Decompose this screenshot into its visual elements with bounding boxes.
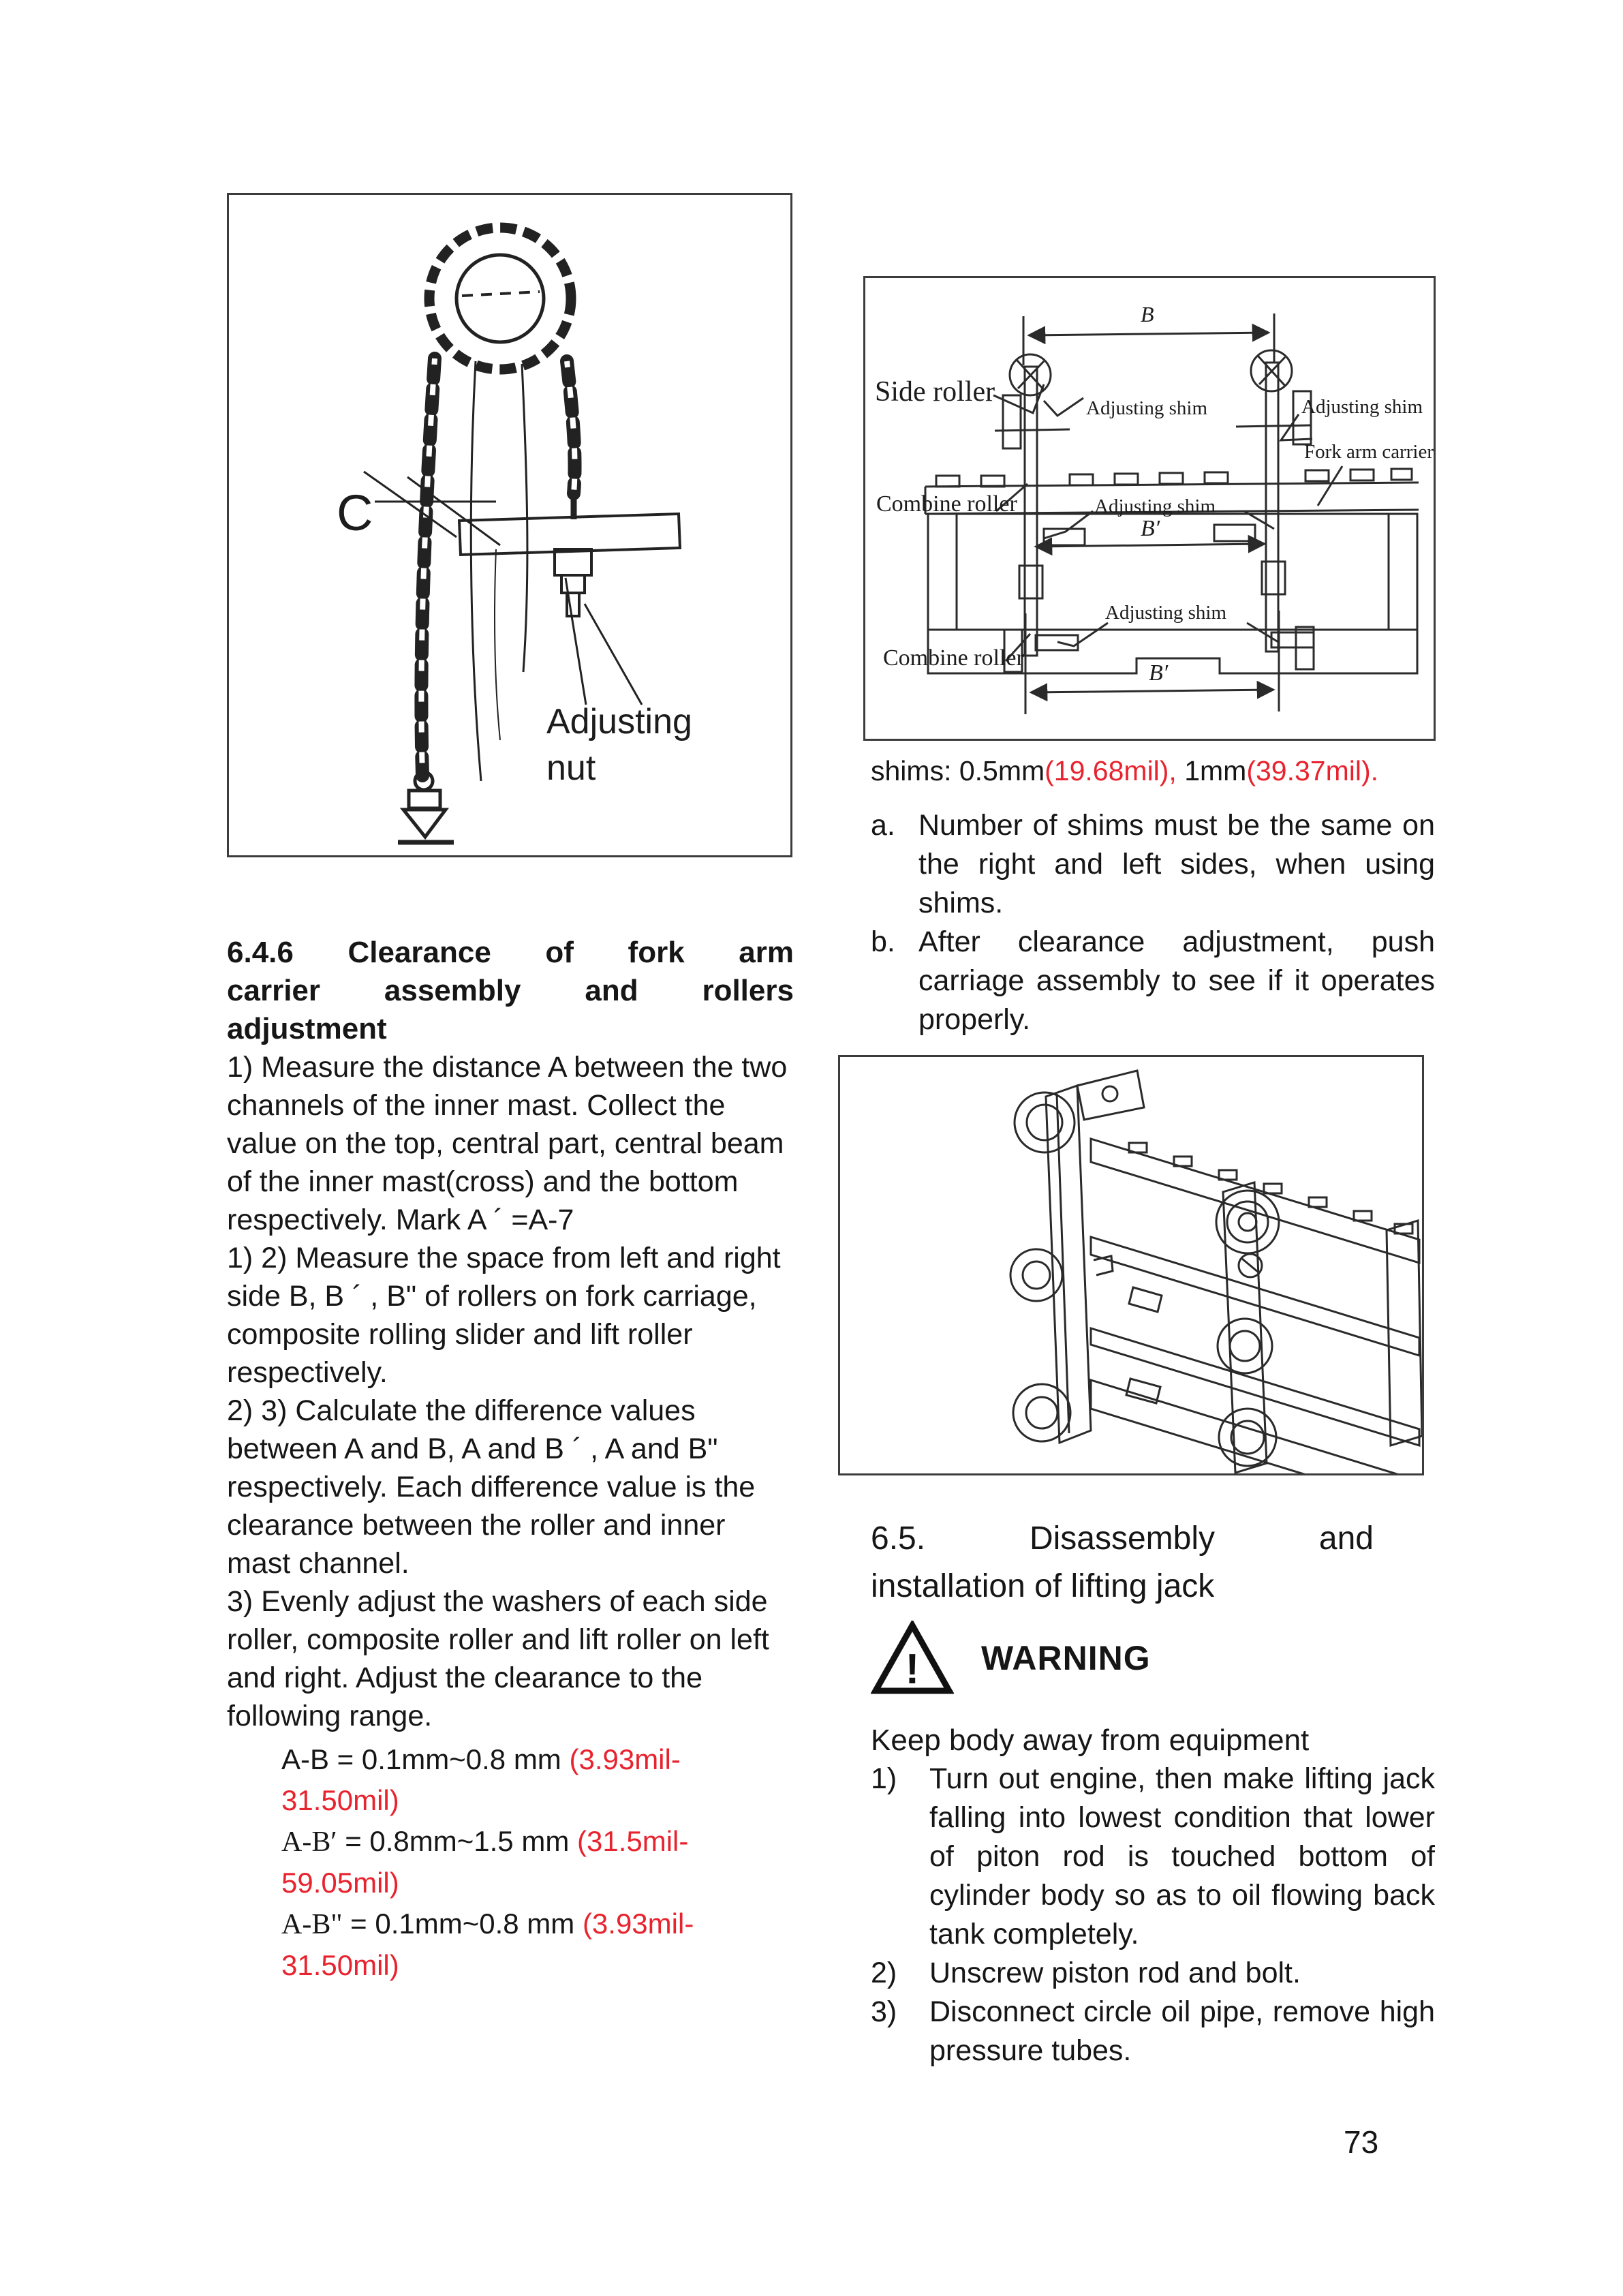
heading-word: assembly [384,974,521,1007]
item-text: Unscrew piston rod and bolt. [929,1957,1301,1989]
label-c: C [337,485,373,541]
clearance-range: = 0.1mm~0.8 mm [342,1908,583,1940]
item-marker: 1) [871,1762,897,1795]
clearance-mil-continued: 59.05mil) [281,1867,399,1899]
warning-banner [871,1620,1435,1696]
chain-pulley-drawing [229,195,790,855]
heading-line2: installation of lifting jack [871,1568,1215,1604]
page-number: 73 [1344,2124,1379,2160]
item-marker: a. [871,809,895,842]
heading-word: carrier [227,974,321,1007]
clearance-mil: (31.5mil- [576,1825,689,1857]
clearance-label: A-B" [281,1909,343,1940]
heading-word: and [1318,1520,1374,1557]
step-paragraph: 1) 2) Measure the space from left and right side B, B ´ , B" of rollers on fork carriage, composite rolling slider and lift roller respectively. [227,1242,781,1389]
dim-label-b-top: B [1141,302,1154,326]
item-marker: b. [871,925,895,958]
numbered-item-2 [871,1954,1435,1993]
roller-shim-drawing [865,278,1434,739]
clearance-label: A-B [281,1743,330,1775]
item-marker: 2) [871,1957,897,1989]
clearance-mil: (3.93mil- [582,1908,694,1940]
left-column [227,193,794,1986]
label-combine-roller-top: Combine roller [876,491,1017,517]
heading-word: arm [739,936,794,969]
chain-adjusting-nut-figure [227,193,792,857]
fork-carriage-drawing [840,1057,1422,1473]
dim-label-b-mid: B′ [1141,516,1160,541]
clearance-value-row [281,1739,794,1780]
roller-shim-diagram-figure [863,276,1436,741]
heading-word: adjustment [227,1012,387,1045]
item-text: After clearance adjustment, push carriage assembly to see if it operates properly. [918,925,1435,1036]
clearance-value-row [281,1821,794,1863]
item-text: Disconnect circle oil pipe, remove high pressure tubes. [929,1995,1435,2067]
numbered-item-3 [871,1993,1435,2070]
clearance-value-row [281,1903,794,1945]
warning-icon [871,1621,954,1696]
heading-word: rollers [702,974,794,1007]
clearance-range: = 0.8mm~1.5 mm [337,1825,577,1857]
label-adjusting-shim-bottom: Adjusting shim [1105,602,1227,624]
section-heading-646 [227,934,794,1048]
clearance-mil-continued: 31.50mil) [281,1784,399,1816]
lettered-item-b [871,923,1435,1039]
exclamation-mark: ! [905,1646,920,1693]
clearance-value-list [227,1739,794,1986]
label-adjusting-shim-right: Adjusting shim [1301,396,1423,418]
label-side-roller: Side roller [875,376,995,408]
warning-label: WARNING [981,1639,1151,1677]
heading-word: and [585,974,638,1007]
item-marker: 3) [871,1995,897,2028]
warning-note: Keep body away from equipment [871,1724,1310,1757]
step-paragraph: 2) 3) Calculate the difference values between A and B, A and B ´ , A and B" respectively. Each difference value is the clearance between the roller and inner mast channel. [227,1394,756,1580]
label-fork-arm-carrier: Fork arm carrier [1304,441,1434,463]
label-combine-roller-bottom: Combine roller [883,645,1024,671]
label-adjusting-shim-top: Adjusting shim [1086,397,1208,419]
item-text: Turn out engine, then make lifting jack falling into lowest condition that lower of piton rod is touched bottom of cylinder body so as to oil flowing back tank completely. [929,1762,1435,1950]
item-text: Number of shims must be the same on the right and left sides, when using shims. [918,809,1435,919]
heading-number: 6.5. [871,1520,926,1557]
label-adjusting-nut-line1: Adjusting [546,702,692,741]
shims-size: shims: 0.5mm [871,755,1045,786]
clearance-mil-continued: 31.50mil) [281,1949,399,1981]
numbered-item-1 [871,1760,1435,1954]
lettered-item-a [871,806,1435,923]
step-paragraph: 1) Measure the distance A between the two channels of the inner mast. Collect the value on the top, central part, central beam of the inner mast(cross) and the bottom respectively. Mark A ´ =A-7 [227,1051,788,1236]
shims-mil: (19.68mil), [1045,755,1177,786]
fork-carriage-isometric-figure [838,1055,1424,1475]
shims-size: 1mm [1176,755,1247,786]
dim-label-b-bottom: B′ [1149,660,1169,686]
shims-mil: (39.37mil). [1246,755,1378,786]
heading-word: 6.4.6 [227,936,294,969]
label-adjusting-shim-mid: Adjusting shim [1094,495,1216,517]
heading-word: of [545,936,574,969]
right-column [871,276,1435,2070]
section-heading-65 [871,1515,1435,1610]
shims-note [871,752,1435,791]
heading-word: Clearance [347,936,491,969]
step-paragraph: 3) Evenly adjust the washers of each side roller, composite roller and lift roller on left and right. Adjust the clearance to the following range. [227,1585,769,1732]
clearance-label: A-B′ [281,1826,337,1858]
label-adjusting-nut-line2: nut [546,748,596,788]
clearance-mil: (3.93mil- [569,1743,681,1775]
heading-word: Disassembly [1029,1520,1216,1557]
heading-word: fork [628,936,685,969]
clearance-range: = 0.1mm~0.8 mm [329,1743,570,1775]
